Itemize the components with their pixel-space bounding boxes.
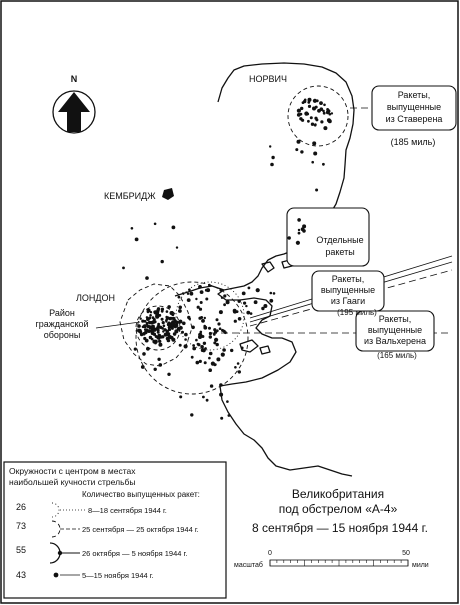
title-dates: 8 сентября — 15 ноября 1944 г. xyxy=(252,521,428,535)
scale-label: масштаб xyxy=(234,562,263,569)
title-line2: под обстрелом «А-4» xyxy=(278,502,398,516)
callout-hague-line3: из Гааги xyxy=(330,296,366,306)
legend-dot-4 xyxy=(54,573,59,578)
civil-defence-label-line1: Район xyxy=(49,308,75,318)
legend-heading-line2: наибольшей кучности стрельбы xyxy=(9,477,136,487)
civil-defence-label-line2: гражданской xyxy=(35,319,89,329)
callout-staveren-distance: (185 миль) xyxy=(390,137,436,147)
legend-period-4: 5—15 ноября 1944 г. xyxy=(82,571,154,580)
legend-period-3: 26 октября — 5 ноября 1944 г. xyxy=(82,549,188,558)
scale-unit: мили xyxy=(412,562,429,569)
callout-staveren-line2: выпущенные xyxy=(386,102,442,112)
legend-count-3: 55 xyxy=(16,545,27,555)
north-label: N xyxy=(70,74,78,84)
city-label-norwich: НОРВИЧ xyxy=(249,74,287,84)
legend-subheading: Количество выпущенных ракет: xyxy=(82,490,200,499)
legend-heading-line1: Окружности с центром в местах xyxy=(9,466,136,476)
title-line1: Великобритания xyxy=(291,487,385,501)
civil-defence-label-line3: обороны xyxy=(43,330,81,340)
legend-count-2: 73 xyxy=(16,521,27,531)
scale-start: 0 xyxy=(268,550,272,557)
legend-count-1: 26 xyxy=(16,502,27,512)
scale-end: 50 xyxy=(402,550,410,557)
callout-staveren-line3: из Ставерена xyxy=(385,114,443,124)
city-label-cambridge: КЕМБРИДЖ xyxy=(104,191,156,201)
callout-walcheren-line2: выпущенные xyxy=(367,325,423,335)
callout-isolated-line1: Отдельные xyxy=(316,235,364,245)
callout-walcheren-distance: (165 миль) xyxy=(377,351,417,360)
city-label-london: ЛОНДОН xyxy=(76,293,116,303)
callout-staveren-line1: Ракеты, xyxy=(397,90,431,100)
callout-hague-line1: Ракеты, xyxy=(331,274,365,284)
legend-dot-3 xyxy=(58,551,62,555)
callout-hague-distance: (195 миль) xyxy=(337,308,377,317)
callout-isolated-line2: ракеты xyxy=(325,247,355,257)
callout-hague-line2: выпущенные xyxy=(320,285,376,295)
legend-count-4: 43 xyxy=(16,570,27,580)
legend-period-1: 8—18 сентября 1944 г. xyxy=(88,506,167,515)
callout-walcheren-line1: Ракеты, xyxy=(378,314,412,324)
callout-walcheren-line3: из Вальхерена xyxy=(364,336,426,346)
legend-period-2: 25 сентября — 25 октября 1944 г. xyxy=(82,525,199,534)
